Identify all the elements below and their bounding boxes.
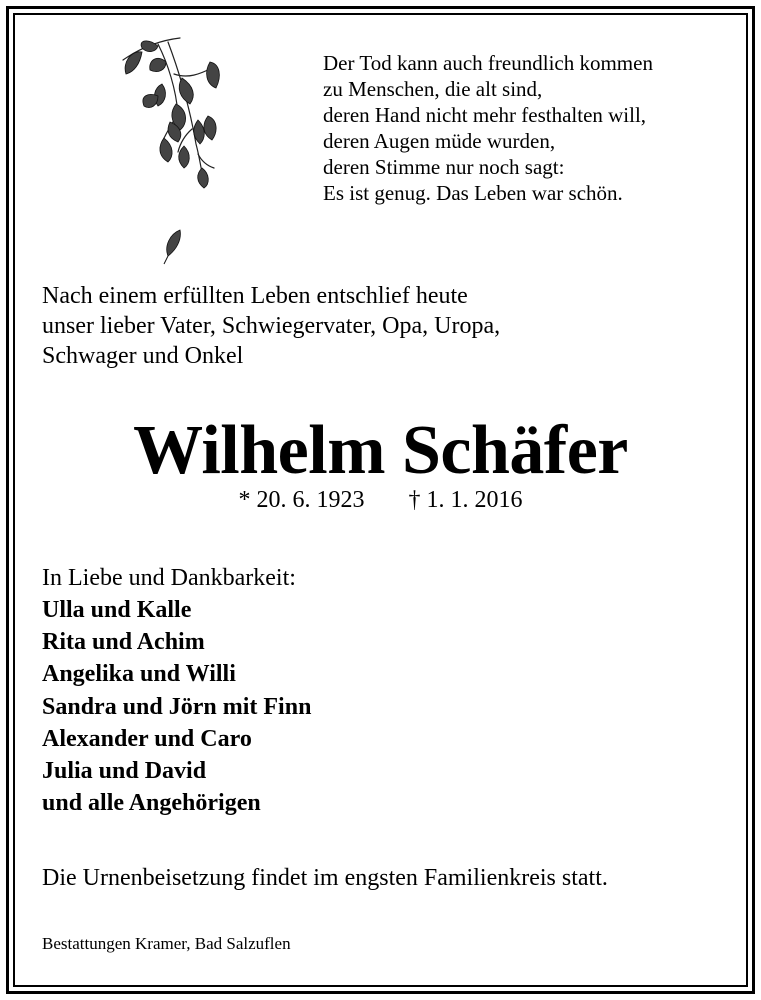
mourners-list xyxy=(42,594,311,819)
poem-line: Es ist genug. Das Leben war schön. xyxy=(323,181,623,205)
intro-line: Schwager und Onkel xyxy=(42,343,244,369)
undertaker-credit: Bestattungen Kramer, Bad Salzuflen xyxy=(42,934,291,953)
mourners-heading: In Liebe und Dankbarkeit: xyxy=(42,565,296,591)
mourner-name: Sandra und Jörn mit Finn xyxy=(42,693,312,720)
poem-line: deren Hand nicht mehr festhalten will, xyxy=(323,103,647,127)
poem-line: deren Augen müde wurden, xyxy=(323,129,556,153)
intro-line: unser lieber Vater, Schwiegervater, Opa, Uropa, xyxy=(42,313,501,339)
birth-date: * 20. 6. 1923 xyxy=(238,487,365,513)
death-date: † 1. 1. 2016 xyxy=(408,487,523,513)
intro-line: Nach einem erfüllten Leben entschlief heute xyxy=(42,283,468,309)
life-dates xyxy=(0,484,761,516)
poem xyxy=(323,50,743,206)
mourner-name: Angelika und Willi xyxy=(42,661,236,688)
poem-line: deren Stimme nur noch sagt: xyxy=(323,155,565,179)
poem-line: zu Menschen, die alt sind, xyxy=(323,77,543,101)
poem-line: Der Tod kann auch freundlich kommen xyxy=(323,51,653,75)
mourner-name: und alle Angehörigen xyxy=(42,790,261,817)
mourner-name: Julia und David xyxy=(42,758,207,785)
birch-branch-icon xyxy=(118,34,228,266)
mourner-name: Ulla und Kalle xyxy=(42,597,192,623)
mourner-name: Alexander und Caro xyxy=(42,725,252,752)
burial-notice: Die Urnenbeisetzung findet im engsten Familienkreis statt. xyxy=(42,865,608,891)
announcement-intro xyxy=(42,281,722,371)
deceased-name: Wilhelm Schäfer xyxy=(133,412,628,489)
mourner-name: Rita und Achim xyxy=(42,629,205,656)
